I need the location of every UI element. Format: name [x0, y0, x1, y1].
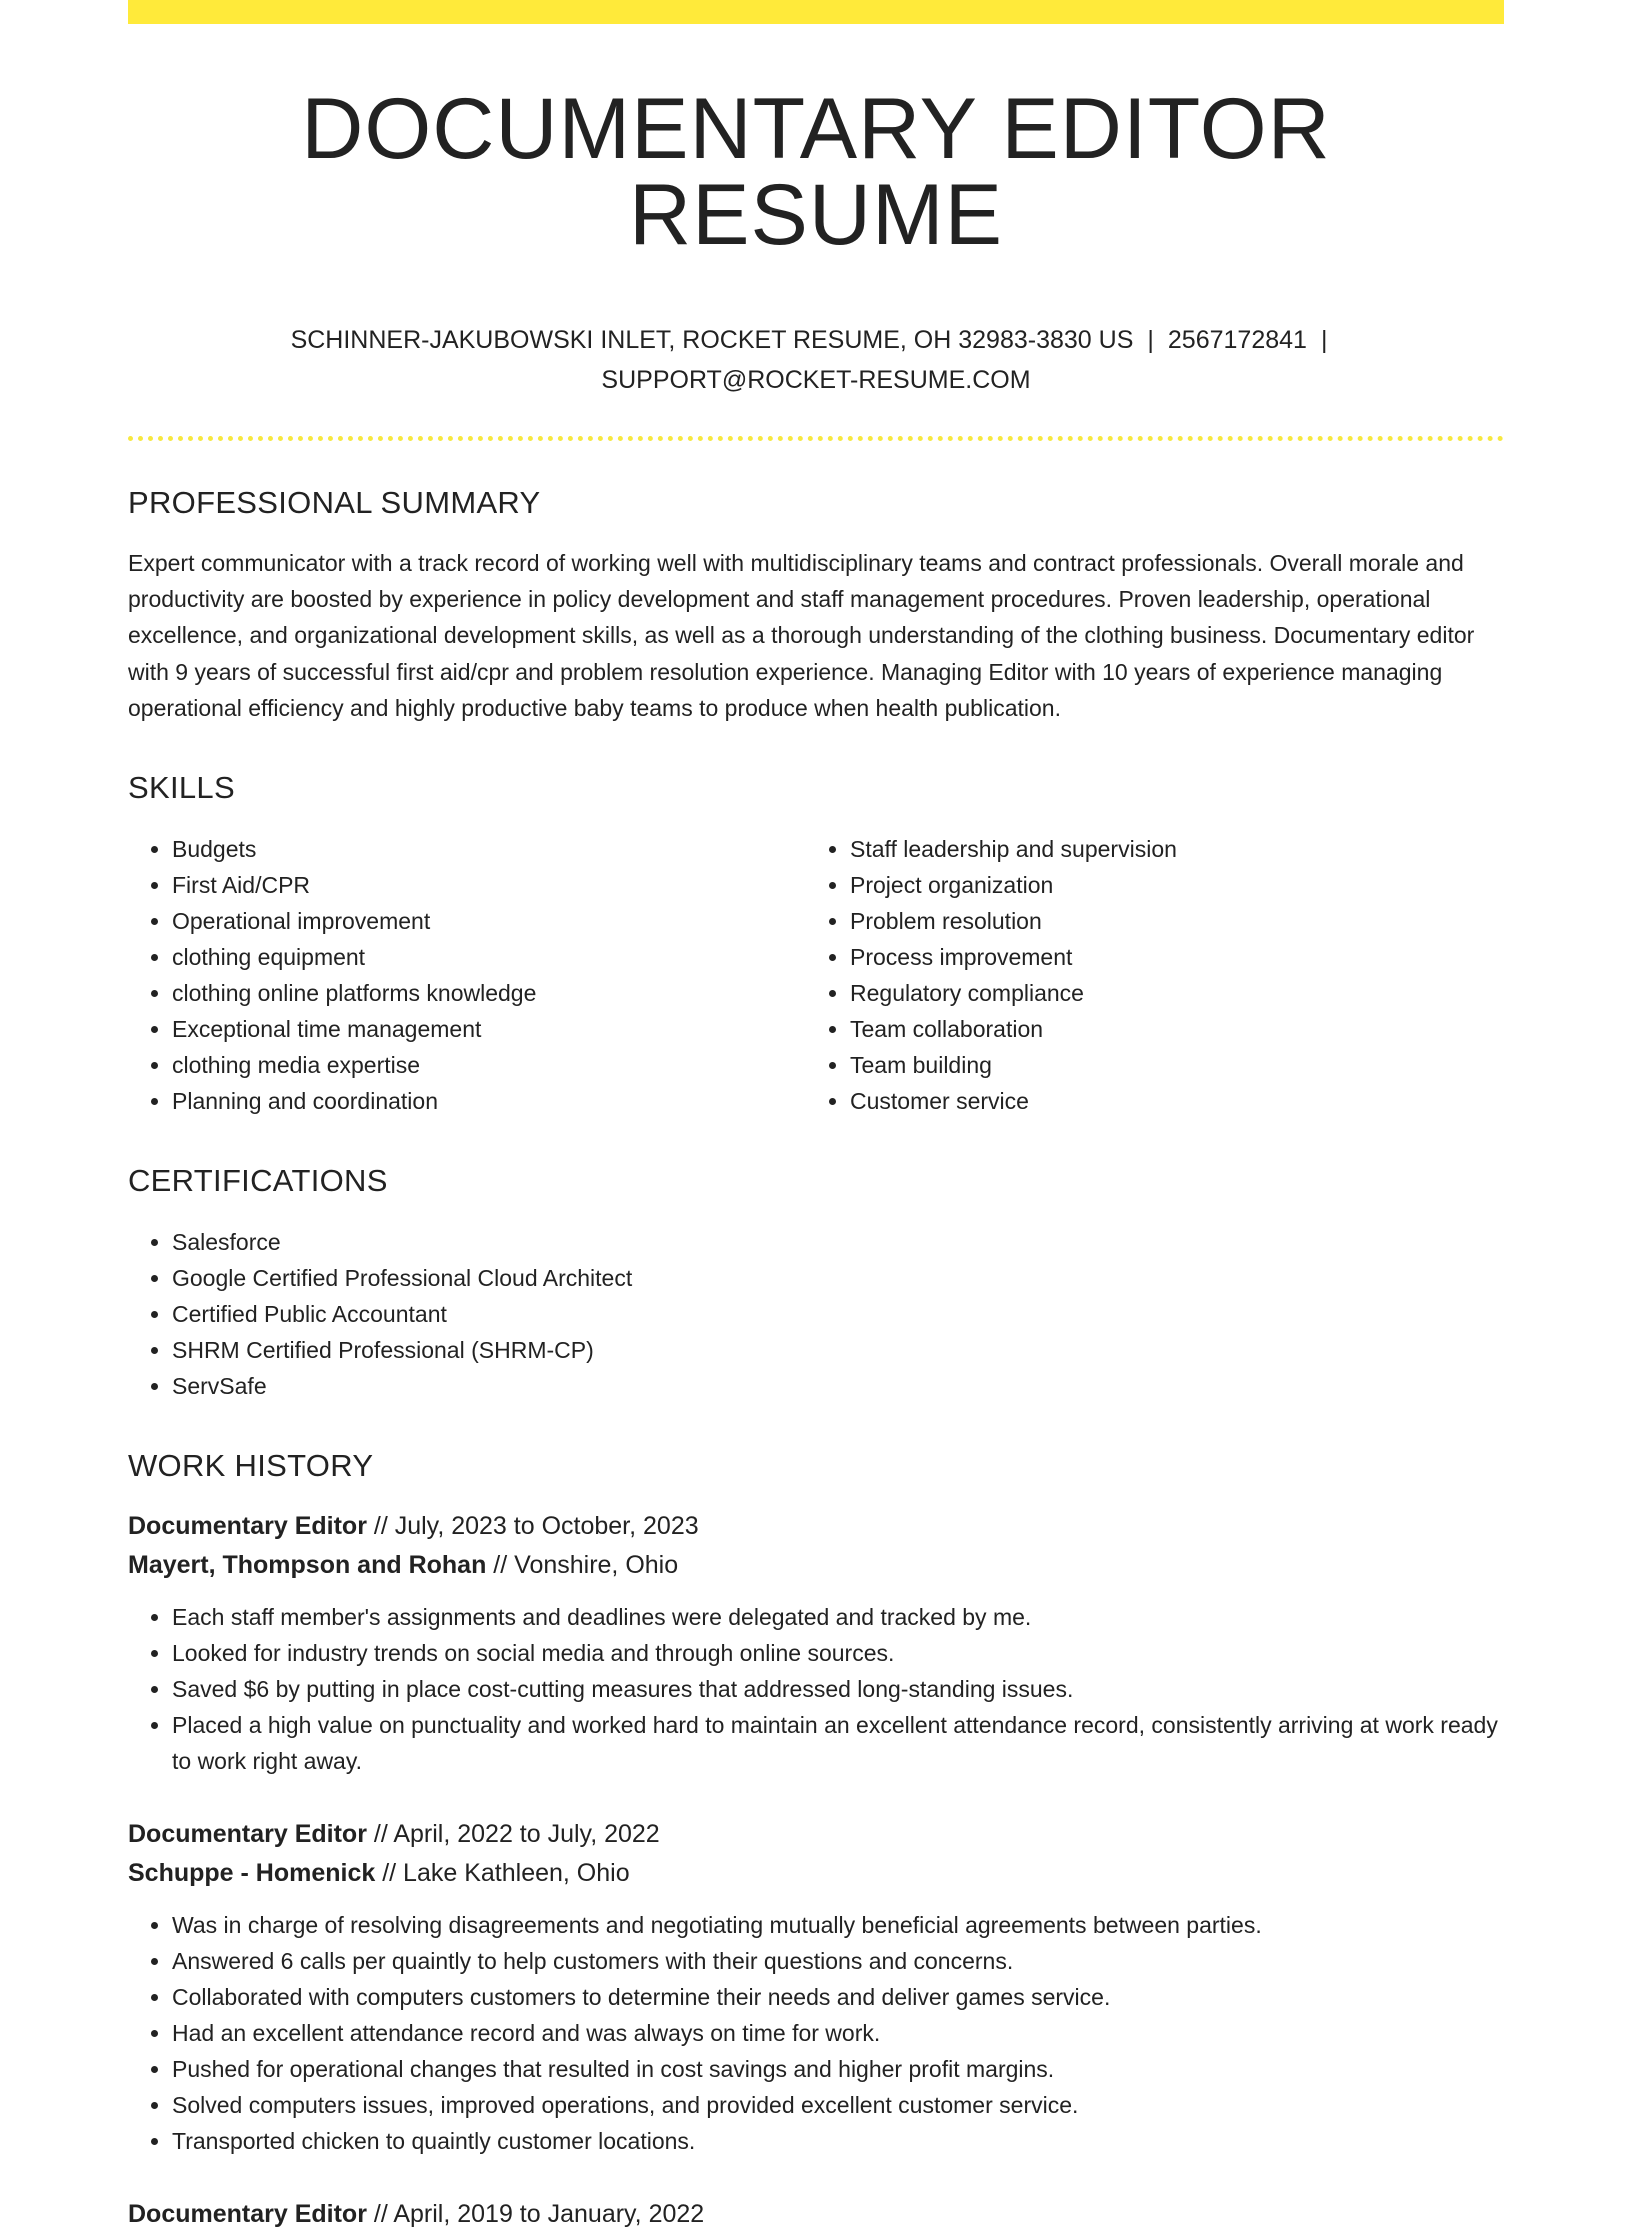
- job-dates: // July, 2023 to October, 2023: [366, 1512, 699, 1541]
- job-entry: [128, 2195, 1504, 2234]
- job-bullets: [128, 1599, 1504, 1779]
- skill-item: • clothing media expertise: [172, 1047, 806, 1083]
- job-bullet: • Solved computers issues, improved operations, and provided excellent customer service.: [172, 2087, 1504, 2123]
- skill-item: • Process improvement: [850, 939, 1490, 975]
- contact-separator: |: [1147, 326, 1154, 354]
- skill-item: • Exceptional time management: [172, 1011, 806, 1047]
- job-bullet: • Each staff member's assignments and deadlines were delegated and tracked by me.: [172, 1599, 1504, 1635]
- job-entry: [128, 1815, 1504, 2159]
- summary-heading: PROFESSIONAL SUMMARY: [128, 485, 541, 520]
- job-title: Documentary Editor: [128, 1512, 367, 1541]
- certification-item: • Google Certified Professional Cloud Architect: [172, 1260, 1504, 1296]
- job-title-line: [128, 1815, 1504, 1854]
- certifications-heading: CERTIFICATIONS: [128, 1163, 388, 1199]
- contact-email: SUPPORT@ROCKET-RESUME.COM: [601, 366, 1031, 394]
- contact-info: [128, 320, 1504, 400]
- skill-item: • Project organization: [850, 867, 1490, 903]
- job-dates: // April, 2019 to January, 2022: [366, 2200, 705, 2229]
- job-bullet: • Answered 6 calls per quaintly to help customers with their questions and concerns.: [172, 1943, 1504, 1979]
- skill-item: • clothing online platforms knowledge: [172, 975, 806, 1011]
- skill-item: • Regulatory compliance: [850, 975, 1490, 1011]
- job-company: Schuppe - Homenick: [128, 1859, 376, 1888]
- job-company-line: [128, 1854, 1504, 1893]
- job-bullet: • Collaborated with computers customers to determine their needs and deliver games service.: [172, 1979, 1504, 2015]
- job-title-line: [128, 1507, 1504, 1546]
- skills-columns: [128, 831, 1504, 1119]
- skill-item: • Budgets: [172, 831, 806, 867]
- contact-address: SCHINNER-JAKUBOWSKI INLET, ROCKET RESUME, OH 32983-3830 US: [290, 326, 1134, 354]
- skill-item: • Customer service: [850, 1083, 1490, 1119]
- certification-item: • Certified Public Accountant: [172, 1296, 1504, 1332]
- job-company-line: [128, 1546, 1504, 1585]
- job-bullet: • Had an excellent attendance record and was always on time for work.: [172, 2015, 1504, 2051]
- job-company: Mayert, Thompson and Rohan: [128, 1551, 487, 1580]
- skill-item: • First Aid/CPR: [172, 867, 806, 903]
- skill-item: • clothing equipment: [172, 939, 806, 975]
- job-dates: // April, 2022 to July, 2022: [366, 1820, 660, 1849]
- job-title: Documentary Editor: [128, 1820, 367, 1849]
- job-bullet: • Looked for industry trends on social media and through online sources.: [172, 1635, 1504, 1671]
- job-title-line: [128, 2195, 1504, 2234]
- job-bullet: • Was in charge of resolving disagreements and negotiating mutually beneficial agreements between parties.: [172, 1907, 1504, 1943]
- work-history-list: [128, 1507, 1504, 2234]
- work-history-heading: WORK HISTORY: [128, 1448, 374, 1484]
- skills-heading: SKILLS: [128, 770, 235, 806]
- skill-item: • Problem resolution: [850, 903, 1490, 939]
- resume-title: DOCUMENTARY EDITOR RESUME: [301, 81, 1331, 263]
- job-bullet: • Pushed for operational changes that resulted in cost savings and higher profit margins.: [172, 2051, 1504, 2087]
- skill-item: • Team building: [850, 1047, 1490, 1083]
- resume-page: [128, 0, 1504, 2234]
- job-entry: [128, 1507, 1504, 1779]
- job-location: // Lake Kathleen, Ohio: [375, 1859, 630, 1888]
- job-bullet: • Saved $6 by putting in place cost-cutting measures that addressed long-standing issues.: [172, 1671, 1504, 1707]
- contact-phone: 2567172841: [1167, 326, 1307, 354]
- certifications-list: [128, 1224, 1504, 1404]
- skill-item: • Team collaboration: [850, 1011, 1490, 1047]
- job-location: // Vonshire, Ohio: [486, 1551, 679, 1580]
- skill-item: • Staff leadership and supervision: [850, 831, 1490, 867]
- skill-item: • Operational improvement: [172, 903, 806, 939]
- skill-item: • Planning and coordination: [172, 1083, 806, 1119]
- certification-item: • SHRM Certified Professional (SHRM-CP): [172, 1332, 1504, 1368]
- contact-separator: |: [1320, 326, 1328, 354]
- summary-text: Expert communicator with a track record of working well with multidisciplinary teams and contract professionals. Overall morale and productivity are boosted by experience in policy development and staff management procedures. Proven leadership, operational excellence, and organizational development skills, as well as a thorough understanding of the clothing business. Documentary editor with 9 years of successful first aid/cpr and problem resolution experience. Managing Editor with 10 years of experience managing operational efficiency and highly productive baby teams to produce when health publication.: [128, 550, 1475, 721]
- dotted-divider: [128, 436, 1504, 441]
- skills-list-left: [128, 831, 806, 1119]
- skills-list-right: [806, 831, 1490, 1119]
- job-bullets: [128, 1907, 1504, 2159]
- certification-item: • ServSafe: [172, 1368, 1504, 1404]
- job-bullet: • Placed a high value on punctuality and worked hard to maintain an excellent attendance record, consistently arriving at work ready to work right away.: [172, 1707, 1504, 1779]
- certification-item: • Salesforce: [172, 1224, 1504, 1260]
- accent-bar: [128, 0, 1504, 24]
- job-bullet: • Transported chicken to quaintly customer locations.: [172, 2123, 1504, 2159]
- job-title: Documentary Editor: [128, 2200, 367, 2229]
